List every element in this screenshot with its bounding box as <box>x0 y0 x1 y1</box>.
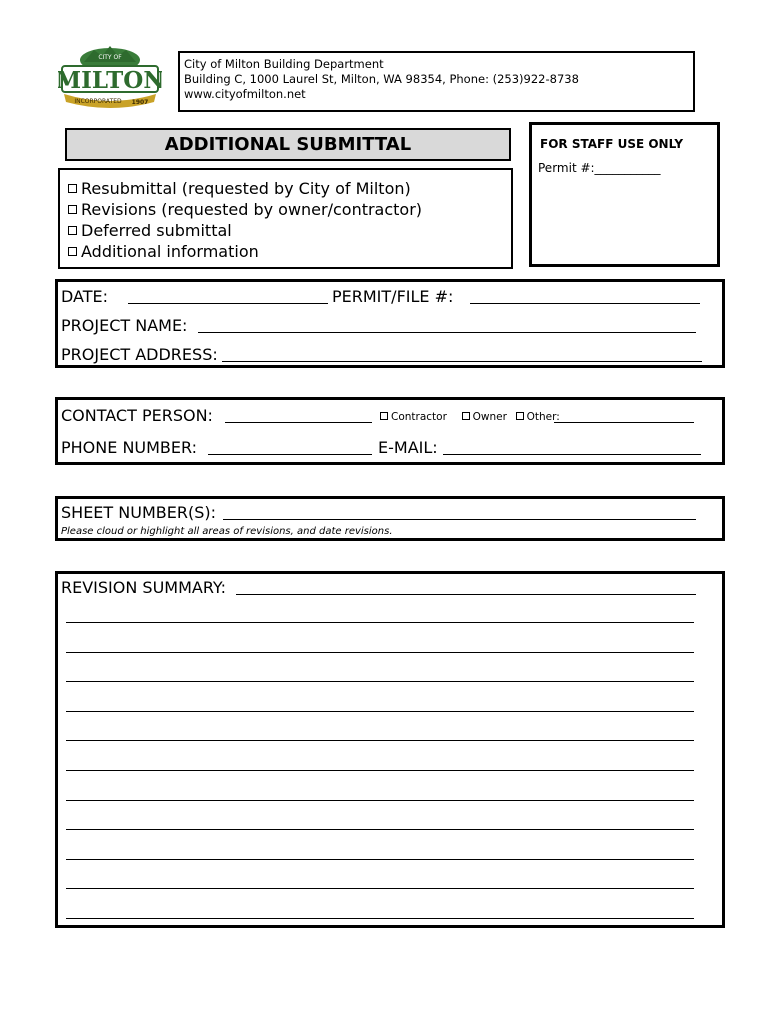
checkbox-other[interactable] <box>516 412 524 420</box>
checkbox-resubmittal[interactable] <box>68 184 77 193</box>
revision-summary-line[interactable] <box>66 740 694 741</box>
option-additional-info[interactable]: Additional information <box>68 241 422 262</box>
revision-summary-line[interactable] <box>66 711 694 712</box>
email-label: E-MAIL: <box>378 438 438 457</box>
checkbox-revisions[interactable] <box>68 205 77 214</box>
checkbox-contractor[interactable] <box>380 412 388 420</box>
sheet-numbers-box <box>55 496 725 541</box>
option-owner[interactable]: Owner <box>462 411 507 423</box>
checkbox-additional-info[interactable] <box>68 247 77 256</box>
revision-summary-line[interactable] <box>66 859 694 860</box>
contact-box <box>55 397 725 465</box>
svg-text:1907: 1907 <box>131 99 149 106</box>
contact-person-field[interactable] <box>225 422 372 423</box>
revision-summary-line[interactable] <box>66 770 694 771</box>
revision-summary-line[interactable] <box>66 918 694 919</box>
checkbox-deferred[interactable] <box>68 226 77 235</box>
revision-summary-line[interactable] <box>66 800 694 801</box>
project-name-field[interactable] <box>198 332 696 333</box>
sheet-numbers-field[interactable] <box>223 519 696 520</box>
contact-person-label: CONTACT PERSON: <box>61 406 213 425</box>
revision-summary-line[interactable] <box>66 888 694 889</box>
date-label: DATE: <box>61 287 109 306</box>
svg-text:MILTON: MILTON <box>58 67 162 94</box>
title-box <box>65 128 511 161</box>
phone-number-field[interactable] <box>208 454 372 455</box>
sheet-numbers-label: SHEET NUMBER(S): <box>61 503 216 522</box>
project-info-box <box>55 279 725 368</box>
other-field[interactable] <box>554 422 694 423</box>
option-deferred[interactable]: Deferred submittal <box>68 220 422 241</box>
option-other[interactable]: Other: <box>516 411 560 423</box>
page-title: ADDITIONAL SUBMITTAL <box>164 134 412 155</box>
svg-text:CITY OF: CITY OF <box>98 54 122 61</box>
revision-summary-box <box>55 571 725 928</box>
department-info-box <box>178 51 695 112</box>
project-address-field[interactable] <box>222 361 702 362</box>
project-name-label: PROJECT NAME: <box>61 316 188 335</box>
project-address-label: PROJECT ADDRESS: <box>61 345 218 364</box>
email-field[interactable] <box>443 454 701 455</box>
revision-summary-line[interactable] <box>66 652 694 653</box>
svg-text:INCORPORATED: INCORPORATED <box>74 98 122 105</box>
milton-seal-icon <box>58 44 162 114</box>
revision-summary-line[interactable] <box>66 681 694 682</box>
department-address: Building C, 1000 Laurel St, Milton, WA 98354, Phone: (253)922-8738 <box>184 72 579 86</box>
city-logo <box>58 44 162 114</box>
option-resubmittal[interactable]: Resubmittal (requested by City of Milton) <box>68 178 422 199</box>
permit-file-field[interactable] <box>470 303 700 304</box>
staff-use-box <box>529 122 720 267</box>
phone-number-label: PHONE NUMBER: <box>61 438 198 457</box>
submittal-type-box <box>58 168 513 269</box>
staff-permit-field[interactable]: Permit #:___________ <box>538 161 661 175</box>
sheet-numbers-note: Please cloud or highlight all areas of revisions, and date revisions. <box>61 526 393 537</box>
option-revisions[interactable]: Revisions (requested by owner/contractor) <box>68 199 422 220</box>
date-field[interactable] <box>128 303 328 304</box>
website-link[interactable]: www.cityofmilton.net <box>184 87 306 101</box>
revision-summary-field[interactable] <box>236 594 696 595</box>
revision-summary-line[interactable] <box>66 829 694 830</box>
revision-summary-line[interactable] <box>66 622 694 623</box>
permit-file-label: PERMIT/FILE #: <box>332 287 454 306</box>
department-name: City of Milton Building Department <box>184 57 384 71</box>
revision-summary-label: REVISION SUMMARY: <box>61 578 226 597</box>
option-contractor[interactable]: Contractor <box>380 411 447 423</box>
checkbox-owner[interactable] <box>462 412 470 420</box>
staff-use-title: FOR STAFF USE ONLY <box>540 137 684 151</box>
